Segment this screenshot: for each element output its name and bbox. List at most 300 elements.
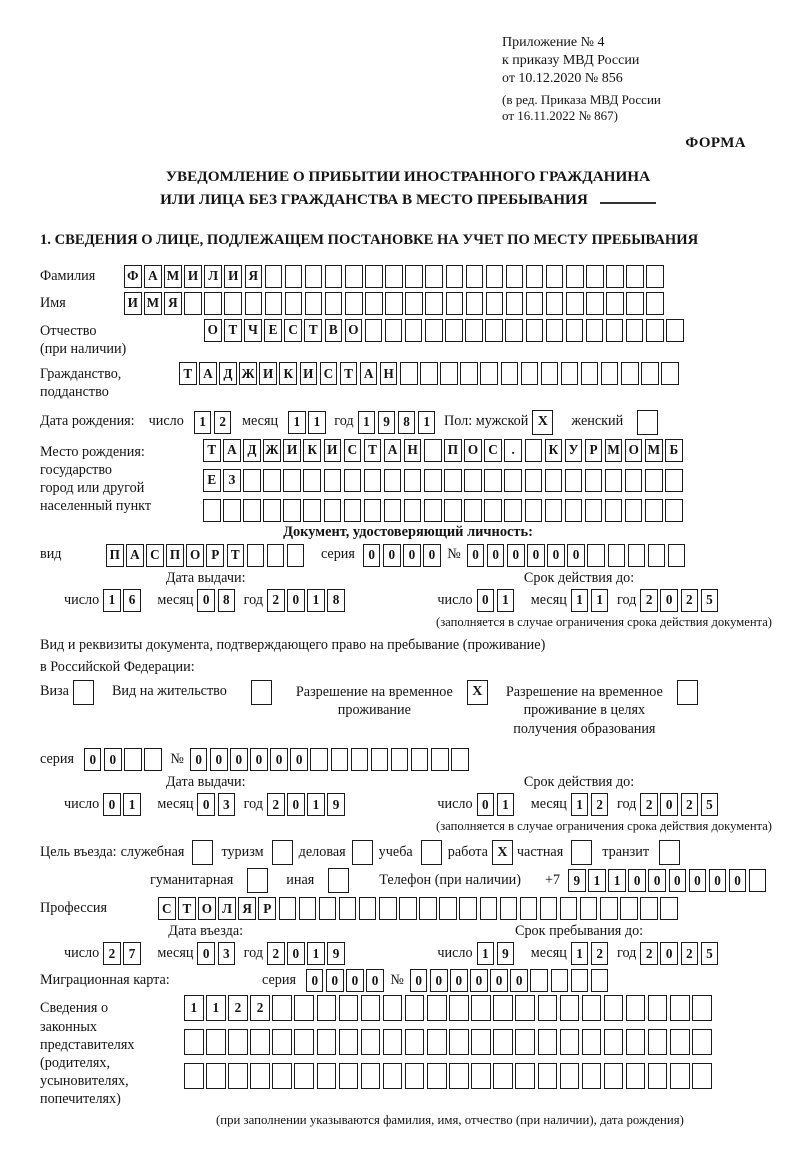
char-cell[interactable]: Я [164, 292, 182, 315]
char-cell[interactable] [283, 499, 301, 522]
char-cell[interactable] [419, 897, 437, 920]
char-cell[interactable]: 0 [210, 748, 228, 771]
char-cell[interactable] [601, 362, 619, 385]
char-cell[interactable] [466, 292, 484, 315]
char-cell[interactable] [339, 995, 359, 1021]
char-cell[interactable] [571, 969, 589, 992]
char-cell[interactable]: А [223, 439, 241, 462]
char-cell[interactable]: 9 [327, 793, 345, 816]
char-cell[interactable] [648, 544, 666, 567]
char-cell[interactable] [361, 1029, 381, 1055]
char-cell[interactable]: П [166, 544, 184, 567]
char-cell[interactable]: С [484, 439, 502, 462]
residence-permit-checkbox[interactable] [251, 680, 272, 705]
char-cell[interactable] [223, 499, 241, 522]
char-cell[interactable] [449, 1063, 469, 1089]
char-cell[interactable] [560, 995, 580, 1021]
char-cell[interactable] [648, 1029, 668, 1055]
char-cell[interactable]: 1 [571, 942, 589, 965]
char-cell[interactable]: Н [380, 362, 398, 385]
char-cell[interactable]: 0 [363, 544, 381, 567]
char-cell[interactable]: 1 [358, 411, 376, 434]
char-cell[interactable]: Д [243, 439, 261, 462]
char-cell[interactable] [551, 969, 569, 992]
char-cell[interactable] [480, 897, 498, 920]
char-cell[interactable] [465, 319, 483, 342]
purpose-ucheba-checkbox[interactable] [421, 840, 442, 865]
char-cell[interactable]: 0 [660, 793, 678, 816]
char-cell[interactable]: 0 [366, 969, 384, 992]
char-cell[interactable]: 5 [701, 942, 719, 965]
char-cell[interactable] [359, 897, 377, 920]
purpose-chastnaya-checkbox[interactable] [571, 840, 592, 865]
char-cell[interactable] [400, 362, 418, 385]
char-cell[interactable]: 0 [287, 589, 305, 612]
char-cell[interactable] [449, 995, 469, 1021]
char-cell[interactable]: Ж [263, 439, 281, 462]
char-cell[interactable]: В [325, 319, 343, 342]
char-cell[interactable] [540, 897, 558, 920]
char-cell[interactable] [431, 748, 449, 771]
char-cell[interactable]: Т [203, 439, 221, 462]
char-cell[interactable]: 0 [648, 869, 666, 892]
char-cell[interactable]: 0 [567, 544, 585, 567]
char-cell[interactable]: 0 [306, 969, 324, 992]
char-cell[interactable]: С [344, 439, 362, 462]
char-cell[interactable] [444, 469, 462, 492]
char-cell[interactable]: Т [340, 362, 358, 385]
char-cell[interactable] [364, 499, 382, 522]
char-cell[interactable] [325, 265, 343, 288]
char-cell[interactable] [585, 499, 603, 522]
char-cell[interactable]: Т [178, 897, 196, 920]
temp-permit-checkbox[interactable]: X [467, 680, 488, 705]
char-cell[interactable]: 1 [497, 589, 515, 612]
char-cell[interactable] [625, 499, 643, 522]
char-cell[interactable]: 0 [197, 589, 215, 612]
char-cell[interactable]: Т [224, 319, 242, 342]
purpose-sluzhebnaya-checkbox[interactable] [192, 840, 213, 865]
char-cell[interactable] [582, 1063, 602, 1089]
char-cell[interactable] [520, 897, 538, 920]
char-cell[interactable]: 1 [307, 942, 325, 965]
char-cell[interactable] [604, 995, 624, 1021]
char-cell[interactable] [405, 1063, 425, 1089]
char-cell[interactable] [501, 362, 519, 385]
char-cell[interactable]: 0 [230, 748, 248, 771]
char-cell[interactable] [480, 362, 498, 385]
char-cell[interactable] [365, 292, 383, 315]
char-cell[interactable]: 0 [190, 748, 208, 771]
char-cell[interactable]: М [144, 292, 162, 315]
char-cell[interactable] [561, 362, 579, 385]
char-cell[interactable] [384, 499, 402, 522]
char-cell[interactable] [294, 1029, 314, 1055]
char-cell[interactable] [640, 897, 658, 920]
char-cell[interactable]: 0 [410, 969, 428, 992]
char-cell[interactable]: Л [204, 265, 222, 288]
char-cell[interactable]: 0 [660, 589, 678, 612]
char-cell[interactable]: И [300, 362, 318, 385]
char-cell[interactable]: 0 [470, 969, 488, 992]
char-cell[interactable] [668, 544, 686, 567]
char-cell[interactable]: Л [218, 897, 236, 920]
char-cell[interactable]: Ж [239, 362, 257, 385]
char-cell[interactable]: 2 [640, 793, 658, 816]
char-cell[interactable]: 5 [701, 589, 719, 612]
char-cell[interactable]: 0 [477, 589, 495, 612]
char-cell[interactable]: 3 [218, 793, 236, 816]
char-cell[interactable] [464, 499, 482, 522]
char-cell[interactable] [515, 1029, 535, 1055]
char-cell[interactable]: 5 [701, 793, 719, 816]
char-cell[interactable]: 2 [267, 793, 285, 816]
char-cell[interactable]: Д [219, 362, 237, 385]
char-cell[interactable]: 9 [378, 411, 396, 434]
char-cell[interactable] [411, 748, 429, 771]
char-cell[interactable]: 2 [591, 793, 609, 816]
char-cell[interactable]: 0 [709, 869, 727, 892]
char-cell[interactable]: 0 [669, 869, 687, 892]
char-cell[interactable] [749, 869, 767, 892]
sex-male-checkbox[interactable]: X [532, 410, 553, 435]
char-cell[interactable]: Я [245, 265, 263, 288]
char-cell[interactable] [521, 362, 539, 385]
char-cell[interactable]: 0 [450, 969, 468, 992]
char-cell[interactable]: С [284, 319, 302, 342]
char-cell[interactable]: 0 [104, 748, 122, 771]
char-cell[interactable] [345, 265, 363, 288]
char-cell[interactable] [560, 1029, 580, 1055]
purpose-turizm-checkbox[interactable] [272, 840, 293, 865]
char-cell[interactable]: К [279, 362, 297, 385]
char-cell[interactable] [319, 897, 337, 920]
char-cell[interactable] [446, 292, 464, 315]
char-cell[interactable] [250, 1063, 270, 1089]
char-cell[interactable] [586, 292, 604, 315]
char-cell[interactable] [525, 469, 543, 492]
char-cell[interactable] [670, 995, 690, 1021]
char-cell[interactable]: Е [264, 319, 282, 342]
char-cell[interactable] [565, 469, 583, 492]
char-cell[interactable] [265, 265, 283, 288]
char-cell[interactable]: 0 [689, 869, 707, 892]
char-cell[interactable] [184, 1029, 204, 1055]
char-cell[interactable] [660, 897, 678, 920]
char-cell[interactable]: 1 [591, 589, 609, 612]
char-cell[interactable]: 0 [103, 793, 121, 816]
char-cell[interactable] [504, 469, 522, 492]
char-cell[interactable] [538, 1029, 558, 1055]
char-cell[interactable] [582, 995, 602, 1021]
char-cell[interactable] [628, 544, 646, 567]
char-cell[interactable] [339, 1063, 359, 1089]
char-cell[interactable] [484, 499, 502, 522]
purpose-rabota-checkbox[interactable]: X [492, 840, 513, 865]
char-cell[interactable] [265, 292, 283, 315]
char-cell[interactable] [471, 1063, 491, 1089]
char-cell[interactable] [460, 362, 478, 385]
char-cell[interactable]: 2 [681, 589, 699, 612]
char-cell[interactable]: М [605, 439, 623, 462]
char-cell[interactable] [606, 265, 624, 288]
char-cell[interactable]: 2 [103, 942, 121, 965]
char-cell[interactable]: 0 [197, 942, 215, 965]
char-cell[interactable] [504, 499, 522, 522]
char-cell[interactable]: 0 [487, 544, 505, 567]
char-cell[interactable] [626, 1029, 646, 1055]
char-cell[interactable] [566, 292, 584, 315]
char-cell[interactable] [485, 319, 503, 342]
char-cell[interactable]: А [144, 265, 162, 288]
char-cell[interactable] [383, 1029, 403, 1055]
char-cell[interactable] [625, 469, 643, 492]
char-cell[interactable]: 0 [270, 748, 288, 771]
char-cell[interactable]: 0 [477, 793, 495, 816]
purpose-delovaya-checkbox[interactable] [352, 840, 373, 865]
char-cell[interactable]: Т [364, 439, 382, 462]
char-cell[interactable]: 1 [288, 411, 306, 434]
char-cell[interactable] [560, 1063, 580, 1089]
char-cell[interactable]: 9 [497, 942, 515, 965]
char-cell[interactable] [405, 1029, 425, 1055]
char-cell[interactable] [565, 499, 583, 522]
char-cell[interactable]: А [360, 362, 378, 385]
char-cell[interactable] [600, 897, 618, 920]
char-cell[interactable] [203, 499, 221, 522]
char-cell[interactable] [124, 748, 142, 771]
char-cell[interactable] [665, 499, 683, 522]
char-cell[interactable] [385, 319, 403, 342]
char-cell[interactable] [425, 292, 443, 315]
char-cell[interactable]: О [625, 439, 643, 462]
char-cell[interactable] [605, 499, 623, 522]
char-cell[interactable]: 1 [206, 995, 226, 1021]
char-cell[interactable]: 0 [84, 748, 102, 771]
char-cell[interactable] [591, 969, 609, 992]
char-cell[interactable] [515, 1063, 535, 1089]
char-cell[interactable] [405, 292, 423, 315]
char-cell[interactable] [310, 748, 328, 771]
char-cell[interactable] [144, 748, 162, 771]
char-cell[interactable] [427, 995, 447, 1021]
char-cell[interactable] [692, 995, 712, 1021]
char-cell[interactable]: 1 [571, 589, 589, 612]
char-cell[interactable]: С [320, 362, 338, 385]
char-cell[interactable] [365, 265, 383, 288]
char-cell[interactable] [272, 1063, 292, 1089]
char-cell[interactable] [391, 748, 409, 771]
char-cell[interactable] [405, 265, 423, 288]
char-cell[interactable] [645, 469, 663, 492]
char-cell[interactable]: 1 [571, 793, 589, 816]
char-cell[interactable] [424, 439, 442, 462]
char-cell[interactable] [621, 362, 639, 385]
char-cell[interactable]: 2 [250, 995, 270, 1021]
char-cell[interactable]: И [324, 439, 342, 462]
char-cell[interactable]: 1 [307, 793, 325, 816]
char-cell[interactable] [427, 1063, 447, 1089]
char-cell[interactable]: 8 [327, 589, 345, 612]
char-cell[interactable] [371, 748, 389, 771]
char-cell[interactable] [305, 292, 323, 315]
char-cell[interactable]: 2 [681, 942, 699, 965]
char-cell[interactable]: 0 [510, 969, 528, 992]
char-cell[interactable] [566, 265, 584, 288]
char-cell[interactable] [665, 469, 683, 492]
char-cell[interactable] [586, 319, 604, 342]
char-cell[interactable] [425, 319, 443, 342]
char-cell[interactable] [471, 1029, 491, 1055]
char-cell[interactable]: Н [404, 439, 422, 462]
char-cell[interactable] [646, 292, 664, 315]
char-cell[interactable]: 2 [640, 589, 658, 612]
char-cell[interactable] [620, 897, 638, 920]
char-cell[interactable] [582, 1029, 602, 1055]
char-cell[interactable] [425, 265, 443, 288]
char-cell[interactable] [272, 995, 292, 1021]
char-cell[interactable]: 2 [267, 942, 285, 965]
char-cell[interactable] [648, 995, 668, 1021]
char-cell[interactable]: З [223, 469, 241, 492]
char-cell[interactable] [317, 1063, 337, 1089]
char-cell[interactable]: 0 [326, 969, 344, 992]
sex-female-checkbox[interactable] [637, 410, 658, 435]
char-cell[interactable] [648, 1063, 668, 1089]
char-cell[interactable] [444, 499, 462, 522]
char-cell[interactable] [263, 469, 281, 492]
char-cell[interactable] [204, 292, 222, 315]
char-cell[interactable]: А [384, 439, 402, 462]
char-cell[interactable] [670, 1063, 690, 1089]
char-cell[interactable] [538, 1063, 558, 1089]
char-cell[interactable]: 1 [588, 869, 606, 892]
char-cell[interactable]: 9 [327, 942, 345, 965]
char-cell[interactable]: О [186, 544, 204, 567]
char-cell[interactable] [439, 897, 457, 920]
char-cell[interactable] [545, 469, 563, 492]
char-cell[interactable] [545, 499, 563, 522]
char-cell[interactable] [484, 469, 502, 492]
char-cell[interactable] [243, 499, 261, 522]
char-cell[interactable]: 2 [640, 942, 658, 965]
char-cell[interactable] [451, 748, 469, 771]
char-cell[interactable]: 1 [194, 411, 212, 434]
char-cell[interactable]: 7 [123, 942, 141, 965]
char-cell[interactable] [404, 469, 422, 492]
char-cell[interactable]: 0 [660, 942, 678, 965]
char-cell[interactable] [445, 319, 463, 342]
char-cell[interactable] [506, 292, 524, 315]
char-cell[interactable] [526, 319, 544, 342]
char-cell[interactable] [626, 1063, 646, 1089]
char-cell[interactable]: 0 [290, 748, 308, 771]
char-cell[interactable]: О [345, 319, 363, 342]
char-cell[interactable]: О [198, 897, 216, 920]
char-cell[interactable] [646, 319, 664, 342]
char-cell[interactable]: . [504, 439, 522, 462]
char-cell[interactable]: С [146, 544, 164, 567]
char-cell[interactable] [420, 362, 438, 385]
char-cell[interactable] [344, 469, 362, 492]
purpose-gumanitarnaya-checkbox[interactable] [247, 868, 268, 893]
char-cell[interactable] [184, 1063, 204, 1089]
char-cell[interactable] [459, 897, 477, 920]
char-cell[interactable] [339, 897, 357, 920]
char-cell[interactable]: 2 [228, 995, 248, 1021]
char-cell[interactable]: У [565, 439, 583, 462]
char-cell[interactable] [385, 265, 403, 288]
char-cell[interactable]: И [283, 439, 301, 462]
char-cell[interactable] [506, 265, 524, 288]
char-cell[interactable] [427, 1029, 447, 1055]
char-cell[interactable] [405, 995, 425, 1021]
char-cell[interactable]: 8 [218, 589, 236, 612]
char-cell[interactable] [324, 499, 342, 522]
char-cell[interactable] [206, 1029, 226, 1055]
char-cell[interactable] [283, 469, 301, 492]
char-cell[interactable] [541, 362, 559, 385]
char-cell[interactable] [604, 1063, 624, 1089]
char-cell[interactable] [424, 469, 442, 492]
char-cell[interactable] [464, 469, 482, 492]
char-cell[interactable]: Ф [124, 265, 142, 288]
char-cell[interactable] [666, 319, 684, 342]
char-cell[interactable]: 8 [398, 411, 416, 434]
char-cell[interactable] [424, 499, 442, 522]
char-cell[interactable] [692, 1063, 712, 1089]
char-cell[interactable]: 0 [430, 969, 448, 992]
char-cell[interactable]: 0 [527, 544, 545, 567]
char-cell[interactable]: И [224, 265, 242, 288]
edu-permit-checkbox[interactable] [677, 680, 698, 705]
char-cell[interactable] [272, 1029, 292, 1055]
char-cell[interactable]: 0 [507, 544, 525, 567]
char-cell[interactable] [586, 265, 604, 288]
char-cell[interactable]: 2 [681, 793, 699, 816]
char-cell[interactable] [206, 1063, 226, 1089]
char-cell[interactable] [184, 292, 202, 315]
char-cell[interactable]: 0 [729, 869, 747, 892]
char-cell[interactable] [299, 897, 317, 920]
char-cell[interactable]: 2 [214, 411, 232, 434]
char-cell[interactable] [383, 995, 403, 1021]
char-cell[interactable]: 3 [218, 942, 236, 965]
char-cell[interactable]: 1 [308, 411, 326, 434]
char-cell[interactable] [606, 319, 624, 342]
char-cell[interactable] [606, 292, 624, 315]
char-cell[interactable] [379, 897, 397, 920]
char-cell[interactable]: Я [238, 897, 256, 920]
char-cell[interactable]: 0 [346, 969, 364, 992]
char-cell[interactable] [365, 319, 383, 342]
char-cell[interactable]: 1 [123, 793, 141, 816]
char-cell[interactable] [267, 544, 285, 567]
char-cell[interactable] [626, 319, 644, 342]
char-cell[interactable] [585, 469, 603, 492]
char-cell[interactable] [263, 499, 281, 522]
char-cell[interactable]: 1 [418, 411, 436, 434]
char-cell[interactable]: 6 [123, 589, 141, 612]
char-cell[interactable]: 0 [287, 793, 305, 816]
char-cell[interactable] [303, 499, 321, 522]
char-cell[interactable] [385, 292, 403, 315]
char-cell[interactable]: 1 [184, 995, 204, 1021]
char-cell[interactable] [692, 1029, 712, 1055]
char-cell[interactable]: А [199, 362, 217, 385]
purpose-tranzit-checkbox[interactable] [659, 840, 680, 865]
char-cell[interactable] [646, 265, 664, 288]
